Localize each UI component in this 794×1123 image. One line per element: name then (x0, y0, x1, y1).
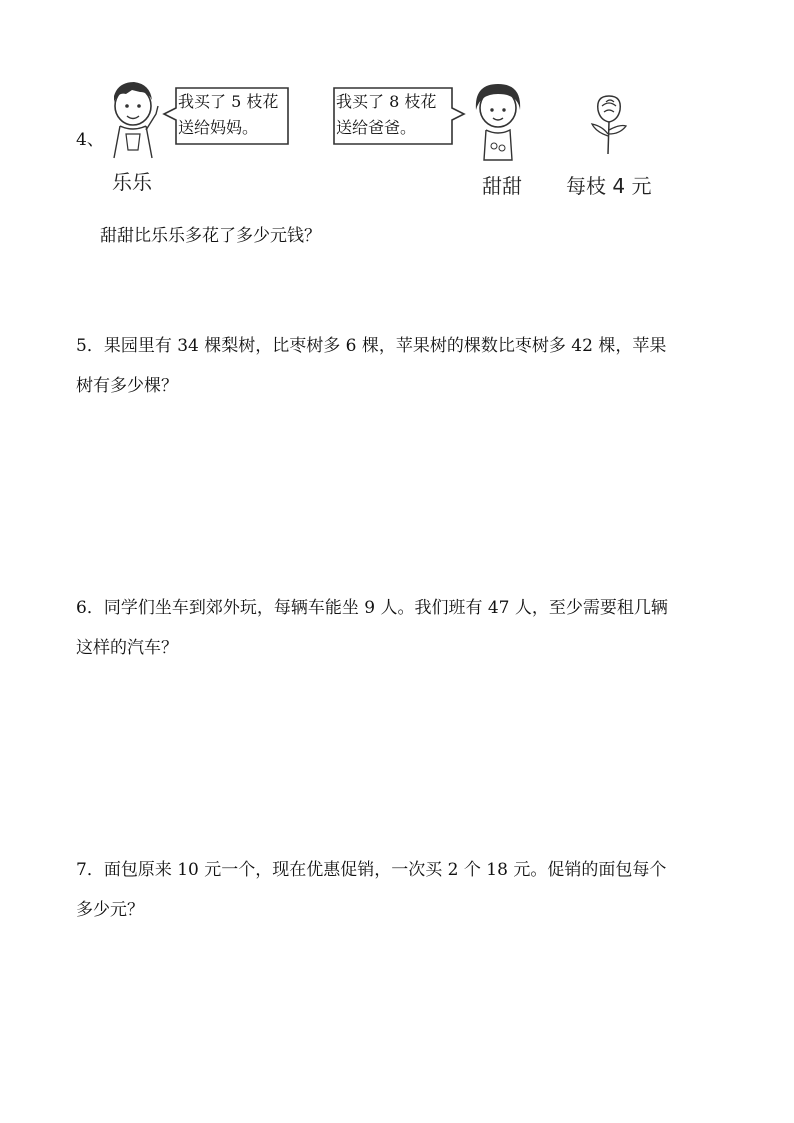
price-label: 每枝 4 元 (566, 174, 652, 198)
q7-line1: 7．面包原来 10 元一个，现在优惠促销，一次买 2 个 18 元。促销的面包每个 (76, 860, 667, 880)
girl-illustration (470, 80, 526, 166)
q4-question: 甜甜比乐乐多花了多少元钱？ (100, 226, 321, 246)
q7-line2: 多少元？ (76, 900, 144, 920)
girl-name: 甜甜 (482, 174, 522, 198)
boy-name: 乐乐 (112, 170, 152, 194)
boy-bubble-line2: 送给妈妈。 (178, 118, 259, 137)
q5-line2: 树有多少棵？ (76, 376, 178, 396)
q4-number: 4、 (76, 130, 104, 150)
q6-line1: 6．同学们坐车到郊外玩，每辆车能坐 9 人。我们班有 47 人，至少需要租几辆 (76, 598, 668, 618)
rose-icon (584, 92, 634, 158)
girl-bubble-line1: 我买了 8 枝花 (336, 92, 437, 111)
q5-line1: 5．果园里有 34 棵梨树，比枣树多 6 棵，苹果树的棵数比枣树多 42 棵，苹果 (76, 336, 667, 356)
boy-illustration (104, 78, 164, 168)
q6-line2: 这样的汽车？ (76, 638, 178, 658)
girl-bubble-line2: 送给爸爸。 (336, 118, 417, 137)
boy-bubble-line1: 我买了 5 枝花 (178, 92, 279, 111)
